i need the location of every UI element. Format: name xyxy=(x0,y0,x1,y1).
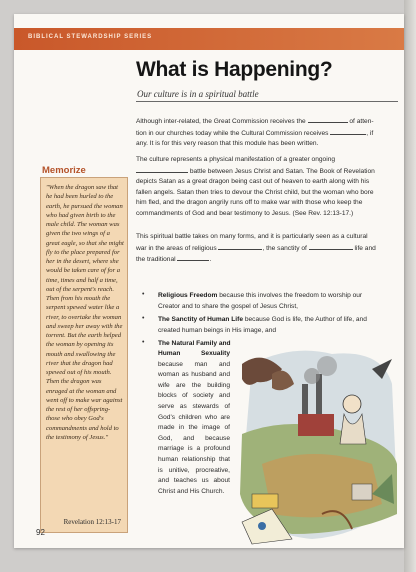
battle-paragraph xyxy=(136,232,398,266)
battle-line-5: the traditional xyxy=(136,256,176,264)
fill-in-blank xyxy=(177,254,212,264)
bullet-bold: The Sanctity of Human Life xyxy=(158,316,243,323)
culture-line-6: commandments of God and bear testimony to Jesus. (See Rev. 12:13-17.) xyxy=(136,209,354,217)
bullet-religious-freedom xyxy=(158,291,398,312)
bullet-rest: because God is life, the Author of life, and xyxy=(243,316,367,323)
book-page xyxy=(14,14,404,548)
battle-line-2: war in the areas of religious xyxy=(136,244,217,252)
memorize-reference: Revelation 12:13-17 xyxy=(63,518,121,526)
facing-page-edge xyxy=(404,0,416,572)
fill-in-blank xyxy=(308,116,348,123)
bullet-rest: created human beings in His image, and xyxy=(158,326,277,334)
bullet-sanctity-of-life xyxy=(158,315,398,336)
bullet-bold: Human Sexuality xyxy=(158,350,230,357)
bullet-dot: • xyxy=(142,291,145,298)
battle-line-6: . xyxy=(209,256,212,264)
fill-in-blank xyxy=(218,243,262,250)
intro-text-4: , if xyxy=(366,129,374,137)
bullet-rest: because this involves the freedom to worship our xyxy=(217,292,363,299)
culture-line-2: battle between Jesus Christ and Satan. The Book of Revelation xyxy=(189,167,375,175)
bullet-rest: because man and woman as husband and wife are the building blocks of society and serve as stewards of God's children who are made in the image of God, and because marriage is a profound human relationship that is unitive, procreative, and teaches us about Christ and His Church. xyxy=(158,360,230,495)
intro-text-1: Although inter-related, the Great Commission receives the xyxy=(136,118,306,125)
fill-in-blank xyxy=(309,243,353,250)
memorize-heading: Memorize xyxy=(42,165,86,176)
bullet-natural-family-body xyxy=(158,349,230,497)
series-banner xyxy=(14,28,404,50)
spiritual-battle-illustration xyxy=(232,344,400,546)
battle-line-4: life and xyxy=(354,244,376,252)
subtitle-rule xyxy=(136,101,398,102)
culture-line-5: him fled, and the dragon angrily runs off to make war with those who keep the xyxy=(136,199,363,207)
culture-paragraph xyxy=(136,155,398,220)
page-title: What is Happening? xyxy=(136,58,333,81)
bullet-rest: Creator and to share the gospel of Jesus Christ, xyxy=(158,302,299,310)
series-title: BIBLICAL STEWARDSHIP SERIES xyxy=(28,34,153,40)
intro-paragraph xyxy=(136,116,398,150)
page-number: 92 xyxy=(36,528,45,537)
intro-text-3: tion in our churches today while the Cultural Commission receives xyxy=(136,129,329,137)
culture-line-4: fallen angels. Satan then tries to devour the Christ child, but the woman who bore xyxy=(136,188,374,196)
intro-text-5: any. It is for this very reason that this module has been written. xyxy=(136,140,319,148)
bullet-dot: • xyxy=(142,339,145,346)
culture-line-1: The culture represents a physical manifestation of a greater ongoing xyxy=(136,156,336,163)
fill-in-blank xyxy=(330,128,366,135)
battle-line-1: This spiritual battle takes on many forms, and it is particularly seen as a cultural xyxy=(136,233,368,240)
page-subtitle: Our culture is in a spiritual battle xyxy=(137,89,259,99)
battle-line-3: , the sanctity of xyxy=(262,244,307,252)
memorize-box xyxy=(40,177,128,533)
culture-line-3: depicts Satan as a great dragon being cast out of heaven to earth along with his xyxy=(136,178,370,186)
fill-in-blank xyxy=(136,166,188,173)
memorize-verse: "When the dragon saw that he had been hurled to the earth, he pursued the woman who had given birth to the male child. The woman was given the two wings of a great eagle, so that she might fly to the place prepared for her in the desert, where she would be taken care of for a time, times and half a time, out of the serpent's reach. Then from his mouth the serpent spewed water like a river, to overtake the woman and sweep her away with the torrent. But the earth helped the woman by opening its mouth and swallowing the river that the dragon had spewed out of his mouth. Then the dragon was enraged at the woman and went off to make war against the rest of her offspring-those who obey God's commandments and hold to the testimony of Jesus." xyxy=(46,184,124,441)
bullet-bold: The Natural Family and xyxy=(158,340,231,347)
bullet-bold: Religious Freedom xyxy=(158,292,218,299)
bullet-dot: • xyxy=(142,315,145,322)
intro-text-2: of atten- xyxy=(349,118,374,125)
